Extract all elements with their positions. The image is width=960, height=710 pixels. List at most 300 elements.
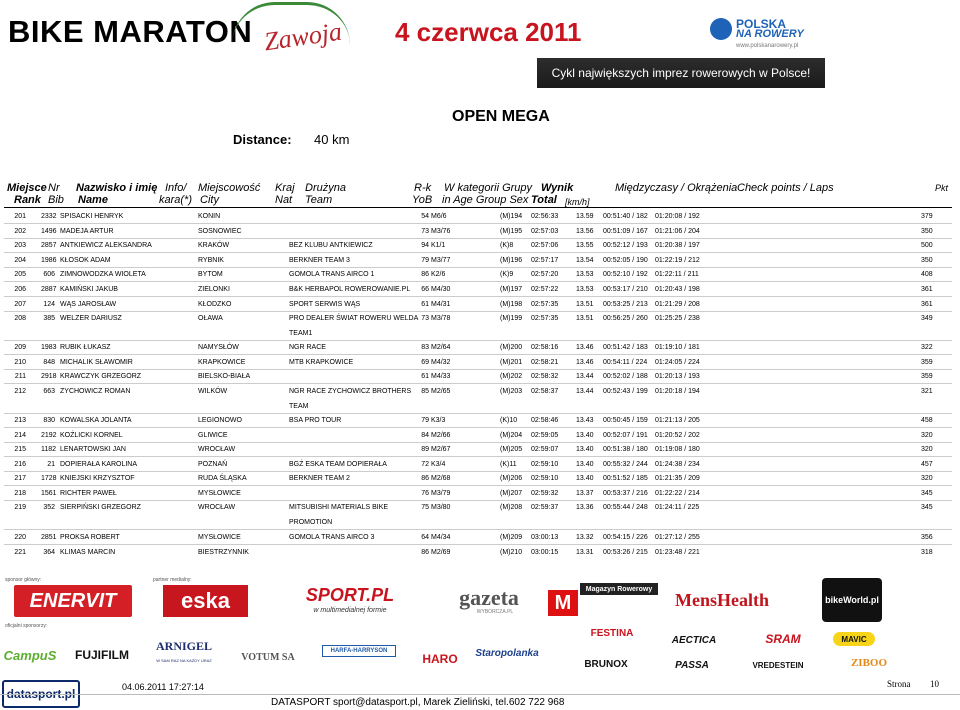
cell-split2: 01:20:38 / 197	[655, 242, 700, 249]
cell-city: WILKÓW	[198, 388, 228, 395]
cell-rank: 208	[14, 315, 26, 322]
cell-bib: 21	[47, 461, 55, 468]
cell-team: GOMOLA TRANS AIRCO 1	[289, 271, 375, 278]
cell-pkt: 350	[921, 228, 933, 235]
header-divider	[4, 207, 952, 208]
cell-split2: 01:20:18 / 194	[655, 388, 700, 395]
cell-grp: (M)203	[500, 388, 523, 395]
cell-bib: 2918	[41, 373, 57, 380]
sram-logo	[754, 632, 812, 646]
cell-name: ZYCHOWICZ ROMAN	[60, 388, 131, 395]
cell-bib: 1561	[41, 490, 57, 497]
cell-bib: 1728	[41, 475, 57, 482]
cell-split1: 00:52:05 / 190	[603, 257, 648, 264]
cell-time: 02:58:21	[531, 359, 559, 366]
cell-yob: 84	[421, 432, 429, 439]
cell-pkt: 457	[921, 461, 933, 468]
cell-grp: (M)201	[500, 359, 523, 366]
cell-cat: M2/67	[431, 446, 451, 453]
cell-kmh: 13.44	[576, 373, 594, 380]
cell-split2: 01:27:12 / 255	[655, 534, 700, 541]
row-divider	[4, 442, 952, 443]
cell-kmh: 13.55	[576, 242, 594, 249]
col-nat-en: Nat	[275, 194, 293, 206]
enervit-text: ENERVIT	[29, 589, 117, 612]
harfa-logo	[322, 645, 396, 657]
cell-yob: 73	[421, 228, 429, 235]
cell-split2: 01:19:08 / 180	[655, 446, 700, 453]
row-divider	[4, 340, 952, 341]
cell-split2: 01:24:38 / 234	[655, 461, 700, 468]
col-bib-en: Bib	[48, 194, 64, 206]
cell-yob: 54	[421, 213, 429, 220]
cell-time: 02:57:20	[531, 271, 559, 278]
cell-split2: 01:21:29 / 208	[655, 301, 700, 308]
cell-yob: 86	[421, 549, 429, 556]
cell-time: 02:57:22	[531, 286, 559, 293]
cell-bib: 385	[43, 315, 55, 322]
cell-split2: 01:24:11 / 225	[655, 504, 700, 511]
cell-bib: 2332	[41, 213, 57, 220]
cell-city: NAMYSŁÓW	[198, 344, 239, 351]
sram-text: SRAM	[765, 632, 801, 646]
cell-rank: 220	[14, 534, 26, 541]
staropolanka-text: Staropolanka	[475, 647, 539, 659]
cell-cat: M3/80	[431, 504, 451, 511]
cell-name: ZIMNOWODZKA WIOLETA	[60, 271, 146, 278]
cell-team: NGR RACE ZYCHOWICZ BROTHERS	[289, 388, 412, 395]
cell-city: KONIN	[198, 213, 221, 220]
row-divider	[4, 296, 952, 297]
cell-split2: 01:22:19 / 212	[655, 257, 700, 264]
cell-time: 03:00:13	[531, 534, 559, 541]
cell-split1: 00:53:26 / 215	[603, 549, 648, 556]
menshealth-logo	[676, 588, 768, 612]
cell-rank: 201	[14, 213, 26, 220]
cell-yob: 69	[421, 359, 429, 366]
cell-pkt: 356	[921, 534, 933, 541]
cell-city: MYSŁOWICE	[198, 534, 241, 541]
cell-city: BIELSKO-BIAŁA	[198, 373, 251, 380]
eska-text: eska	[181, 588, 230, 613]
series-banner: Cykl największych imprez rowerowych w Polsce!	[537, 58, 825, 88]
cell-team: MTB KRAPKOWICE	[289, 359, 354, 366]
col-team-en: Team	[305, 194, 333, 206]
cell-grp: (M)199	[500, 315, 523, 322]
cell-yob: 61	[421, 373, 429, 380]
cell-split1: 00:55:32 / 244	[603, 461, 648, 468]
cell-name: KAMIŃSKI JAKUB	[60, 286, 118, 293]
campus-text: CampuS	[3, 647, 57, 663]
haro-text: HARO	[422, 652, 458, 666]
cell-split2: 01:22:11 / 211	[655, 271, 699, 278]
cell-time: 02:59:05	[531, 432, 559, 439]
cell-pkt: 500	[921, 242, 933, 249]
cell-city: POZNAŃ	[198, 461, 228, 468]
cell-yob: 75	[421, 504, 429, 511]
cell-rank: 217	[14, 475, 26, 482]
pnr-line2: NA ROWERY	[736, 28, 804, 40]
cell-kmh: 13.53	[576, 286, 594, 293]
cell-name: KŁOSOK ADAM	[60, 257, 111, 264]
cell-grp: (M)204	[500, 432, 523, 439]
cell-pkt: 345	[921, 490, 933, 497]
cell-city: SOSNOWIEC	[198, 228, 242, 235]
cell-split2: 01:25:25 / 238	[655, 315, 700, 322]
cell-bib: 1986	[41, 257, 57, 264]
cell-bib: 1496	[41, 228, 57, 235]
footer-timestamp: 04.06.2011 17:27:14	[122, 682, 204, 692]
col-city-en: City	[200, 194, 219, 206]
cell-kmh: 13.40	[576, 475, 594, 482]
cell-pkt: 379	[921, 213, 933, 220]
cell-rank: 214	[14, 432, 26, 439]
cell-time: 02:59:37	[531, 504, 559, 511]
cell-name: LENARTOWSKI JAN	[60, 446, 126, 453]
vredestein-text: VREDESTEIN	[752, 660, 804, 670]
cell-pkt: 349	[921, 315, 933, 322]
cell-yob: 64	[421, 534, 429, 541]
ziboo-text: ZIBOO	[850, 657, 888, 669]
cell-city: OŁAWA	[198, 315, 223, 322]
cell-grp: (M)210	[500, 549, 523, 556]
cell-name: MADEJA ARTUR	[60, 228, 114, 235]
cell-split2: 01:24:05 / 224	[655, 359, 700, 366]
cell-name: RICHTER PAWEŁ	[60, 490, 117, 497]
ziboo-logo	[844, 655, 894, 671]
cell-team: BERKNER TEAM 3	[289, 257, 350, 264]
cell-time: 02:57:03	[531, 228, 559, 235]
cell-city: GLIWICE	[198, 432, 228, 439]
cell-cat: M4/31	[431, 301, 451, 308]
campus-logo	[3, 646, 57, 664]
votum-text: VOTUM SA	[241, 651, 295, 663]
cell-rank: 203	[14, 242, 26, 249]
menshealth-text: MensHealth	[675, 589, 769, 610]
cell-grp: (M)205	[500, 446, 523, 453]
cell-city: KŁODZKO	[198, 301, 232, 308]
col-total-pl: Wynik	[541, 182, 574, 194]
footer-contact: DATASPORT sport@datasport.pl, Marek Zieliński, tel.602 722 968	[271, 697, 565, 708]
cell-name: KLIMAS MARCIN	[60, 549, 116, 556]
cell-cat: M2/64	[431, 344, 451, 351]
cell-city: RUDA ŚLĄSKA	[198, 475, 247, 482]
cell-split2: 01:21:13 / 205	[655, 417, 700, 424]
cell-rank: 218	[14, 490, 26, 497]
cell-team-cont: TEAM1	[289, 330, 313, 337]
cell-bib: 1983	[41, 344, 57, 351]
cell-rank: 211	[14, 373, 26, 380]
col-kmh: [km/h]	[565, 197, 590, 207]
cell-split2: 01:20:13 / 193	[655, 373, 700, 380]
cell-bib: 352	[43, 504, 55, 511]
footer-page-label: Strona	[887, 679, 911, 689]
event-title: BIKE MARATON	[8, 14, 253, 49]
cell-yob: 86	[421, 271, 429, 278]
cell-pkt: 322	[921, 344, 933, 351]
globe-icon	[710, 18, 732, 40]
cell-time: 02:59:10	[531, 461, 559, 468]
zawoja-logo-text: Zawoja	[262, 16, 344, 57]
sponsor-general-label: sponsor główny:	[5, 577, 42, 583]
cell-rank: 206	[14, 286, 26, 293]
cell-split1: 00:51:52 / 185	[603, 475, 648, 482]
fujifilm-logo	[70, 648, 134, 662]
cell-city: RYBNIK	[198, 257, 224, 264]
brunox-text: BRUNOX	[584, 658, 628, 670]
cell-cat: M4/30	[431, 286, 451, 293]
cell-city: WROCŁAW	[198, 446, 236, 453]
col-rank-en: Rank	[14, 194, 41, 206]
cell-time: 02:58:46	[531, 417, 559, 424]
cell-rank: 221	[14, 549, 26, 556]
cell-city: KRAPKOWICE	[198, 359, 246, 366]
cell-bib: 606	[43, 271, 55, 278]
cell-cat: M4/33	[431, 373, 451, 380]
row-divider	[4, 456, 952, 457]
harfa-text: HARFA-HARRYSON	[330, 648, 388, 654]
cell-grp: (M)208	[500, 504, 523, 511]
sponsor-official-label: oficjalni sponsorzy:	[5, 623, 48, 629]
col-checkpoints: Check points / Laps	[737, 182, 834, 194]
cell-split1: 00:56:25 / 260	[603, 315, 648, 322]
cell-kmh: 13.43	[576, 417, 594, 424]
cell-yob: 72	[421, 461, 429, 468]
cell-grp: (M)200	[500, 344, 523, 351]
cell-kmh: 13.59	[576, 213, 594, 220]
cell-team: GOMOLA TRANS AIRCO 3	[289, 534, 375, 541]
cell-team: PRO DEALER ŚWIAT ROWERU WELDA	[289, 315, 419, 322]
cell-split1: 00:51:42 / 183	[603, 344, 648, 351]
cell-grp: (M)196	[500, 257, 523, 264]
cell-team: BEZ KLUBU ANTKIEWICZ	[289, 242, 373, 249]
cell-rank: 207	[14, 301, 26, 308]
cell-city: MYSŁOWICE	[198, 490, 241, 497]
cell-split1: 00:54:11 / 224	[603, 359, 648, 366]
passa-logo	[670, 658, 714, 672]
cell-cat: M4/34	[431, 534, 451, 541]
cell-pkt: 359	[921, 359, 933, 366]
cell-rank: 212	[14, 388, 26, 395]
cell-grp: (K)10	[500, 417, 518, 424]
pnr-url: www.polskanarowery.pl	[736, 43, 799, 49]
cell-pkt: 320	[921, 446, 933, 453]
cell-cat: M3/76	[431, 228, 451, 235]
cell-split1: 00:52:10 / 192	[603, 271, 648, 278]
cell-time: 02:57:35	[531, 315, 559, 322]
cell-pkt: 361	[921, 301, 933, 308]
cell-team: B&K HERBAPOL ROWEROWANIE.PL	[289, 286, 411, 293]
vredestein-logo	[748, 658, 808, 672]
cell-cat: K3/3	[431, 417, 446, 424]
cell-time: 02:57:35	[531, 301, 559, 308]
cell-city: BYTOM	[198, 271, 223, 278]
cell-time: 02:57:17	[531, 257, 559, 264]
cell-split2: 01:23:48 / 221	[655, 549, 700, 556]
cell-time: 02:58:37	[531, 388, 559, 395]
cell-rank: 216	[14, 461, 26, 468]
cell-split1: 00:50:45 / 159	[603, 417, 648, 424]
cell-pkt: 350	[921, 257, 933, 264]
cell-team: NGR RACE	[289, 344, 326, 351]
cell-pkt: 458	[921, 417, 933, 424]
gazeta-logo	[448, 586, 530, 610]
row-divider	[4, 471, 952, 472]
col-info-en: kara(*)	[159, 194, 193, 206]
col-yob-en: YoB	[412, 194, 433, 206]
row-divider	[4, 267, 952, 268]
cell-kmh: 13.32	[576, 534, 594, 541]
cell-rank: 202	[14, 228, 26, 235]
cell-cat: M2/69	[431, 549, 451, 556]
cell-yob: 79	[421, 417, 429, 424]
cell-bib: 364	[43, 549, 55, 556]
cell-kmh: 13.46	[576, 359, 594, 366]
cell-name: SPISACKI HENRYK	[60, 213, 124, 220]
cell-grp: (M)197	[500, 286, 523, 293]
cell-team: BERKNER TEAM 2	[289, 475, 350, 482]
cell-grp: (K)9	[500, 271, 514, 278]
cell-city: BIESTRZYNNIK	[198, 549, 249, 556]
cell-cat: M3/78	[431, 315, 451, 322]
cell-bib: 1182	[41, 446, 57, 453]
cell-time: 02:56:33	[531, 213, 559, 220]
cell-team: MITSUBISHI MATERIALS BIKE	[289, 504, 389, 511]
row-divider	[4, 485, 952, 486]
cell-name: DOPIERAŁA KAROLINA	[60, 461, 138, 468]
cell-name: MICHALIK SŁAWOMIR	[60, 359, 133, 366]
distance-label: Distance:	[233, 132, 292, 147]
cell-split2: 01:22:22 / 214	[655, 490, 700, 497]
cell-name: PROKSA ROBERT	[60, 534, 120, 541]
cell-time: 02:57:06	[531, 242, 559, 249]
cell-city: ZIELONKI	[198, 286, 230, 293]
arnigel-sub-text: W SAM RAZ NA KAŻDY URAZ	[156, 657, 212, 663]
magazyn-rowerowy-logo	[580, 583, 658, 595]
cell-yob: 61	[421, 301, 429, 308]
row-divider	[4, 427, 952, 428]
col-yob-pl: R-k	[414, 182, 432, 194]
cell-split1: 00:51:40 / 182	[603, 213, 648, 220]
cell-kmh: 13.54	[576, 257, 594, 264]
arnigel-text: ARNIGEL	[155, 638, 212, 653]
cell-name: WELZER DARIUSZ	[60, 315, 122, 322]
cell-bib: 663	[43, 388, 55, 395]
footer-divider	[0, 694, 960, 695]
sport-pl-sub	[295, 605, 405, 615]
cell-kmh: 13.40	[576, 446, 594, 453]
sport-pl-text: SPORT.PL	[305, 584, 395, 605]
row-divider	[4, 544, 952, 545]
cell-split1: 00:53:17 / 210	[603, 286, 648, 293]
cell-time: 02:58:16	[531, 344, 559, 351]
cell-team-cont: PROMOTION	[289, 519, 333, 526]
row-divider	[4, 413, 952, 414]
datasport-text: datasport.pl	[6, 687, 76, 701]
eska-logo	[163, 585, 248, 617]
cell-pkt: 320	[921, 432, 933, 439]
cell-split1: 00:51:09 / 167	[603, 228, 648, 235]
cell-split1: 00:55:44 / 248	[603, 504, 648, 511]
cell-time: 02:59:10	[531, 475, 559, 482]
row-divider	[4, 223, 952, 224]
cell-split1: 00:53:37 / 216	[603, 490, 648, 497]
cell-grp: (M)207	[500, 490, 523, 497]
cell-cat: K2/6	[431, 271, 446, 278]
cell-rank: 215	[14, 446, 26, 453]
cell-kmh: 13.40	[576, 432, 594, 439]
cell-pkt: 408	[921, 271, 933, 278]
col-name-pl: Nazwisko i imię	[76, 182, 158, 194]
row-divider	[4, 238, 952, 239]
cell-name: KOWALSKA JOLANTA	[60, 417, 132, 424]
cell-bib: 2887	[41, 286, 57, 293]
cell-cat: M6/6	[431, 213, 447, 220]
cell-yob: 66	[421, 286, 429, 293]
cell-yob: 85	[421, 388, 429, 395]
cell-kmh: 13.51	[576, 301, 594, 308]
cell-kmh: 13.40	[576, 461, 594, 468]
cell-split1: 00:53:25 / 213	[603, 301, 648, 308]
cell-team: BSA PRO TOUR	[289, 417, 342, 424]
row-divider	[4, 529, 952, 530]
enervit-logo	[14, 585, 132, 617]
cell-kmh: 13.46	[576, 344, 594, 351]
fujifilm-text: FUJIFILM	[75, 648, 129, 662]
col-cat-pl: W kategorii Grupy	[444, 182, 533, 194]
col-team-pl: Drużyna	[305, 182, 346, 194]
col-name-en: Name	[78, 194, 108, 206]
cell-yob: 94	[421, 242, 429, 249]
cell-kmh: 13.44	[576, 388, 594, 395]
cell-yob: 89	[421, 446, 429, 453]
cell-cat: M2/66	[431, 432, 451, 439]
col-points: Pkt	[935, 183, 949, 193]
row-divider	[4, 369, 952, 370]
staropolanka-logo	[475, 645, 539, 661]
cell-name: KNIEJSKI KRZYSZTOF	[60, 475, 135, 482]
cell-bib: 2857	[41, 242, 57, 249]
pnr-line1: POLSKA	[736, 17, 787, 31]
cell-split2: 01:19:10 / 181	[655, 344, 700, 351]
cell-pkt: 320	[921, 475, 933, 482]
cell-kmh: 13.37	[576, 490, 594, 497]
cell-grp: (M)206	[500, 475, 523, 482]
sport-pl-sub-text: w multimedialnej formie	[313, 606, 387, 614]
cell-split1: 00:54:15 / 226	[603, 534, 648, 541]
cell-yob: 73	[421, 315, 429, 322]
cell-grp: (K)8	[500, 242, 514, 249]
magazyn-mtb-icon: M	[548, 590, 578, 616]
cell-time: 02:58:32	[531, 373, 559, 380]
cell-grp: (M)194	[500, 213, 523, 220]
cell-cat: M2/68	[431, 475, 451, 482]
cell-split1: 00:51:38 / 180	[603, 446, 648, 453]
category-title: OPEN MEGA	[452, 108, 550, 125]
cell-cat: K1/1	[431, 242, 446, 249]
mavic-logo	[833, 632, 875, 646]
cell-cat: M3/77	[431, 257, 451, 264]
col-nat-pl: Kraj	[275, 182, 295, 194]
gazeta-text: gazeta	[459, 585, 519, 610]
col-city-pl: Miejscowość	[198, 182, 261, 194]
cell-city: WROCŁAW	[198, 504, 236, 511]
event-date: 4 czerwca 2011	[395, 17, 582, 47]
cell-time: 02:59:07	[531, 446, 559, 453]
cell-pkt: 318	[921, 549, 933, 556]
cell-grp: (M)198	[500, 301, 523, 308]
col-info-pl: Info/	[165, 182, 187, 194]
